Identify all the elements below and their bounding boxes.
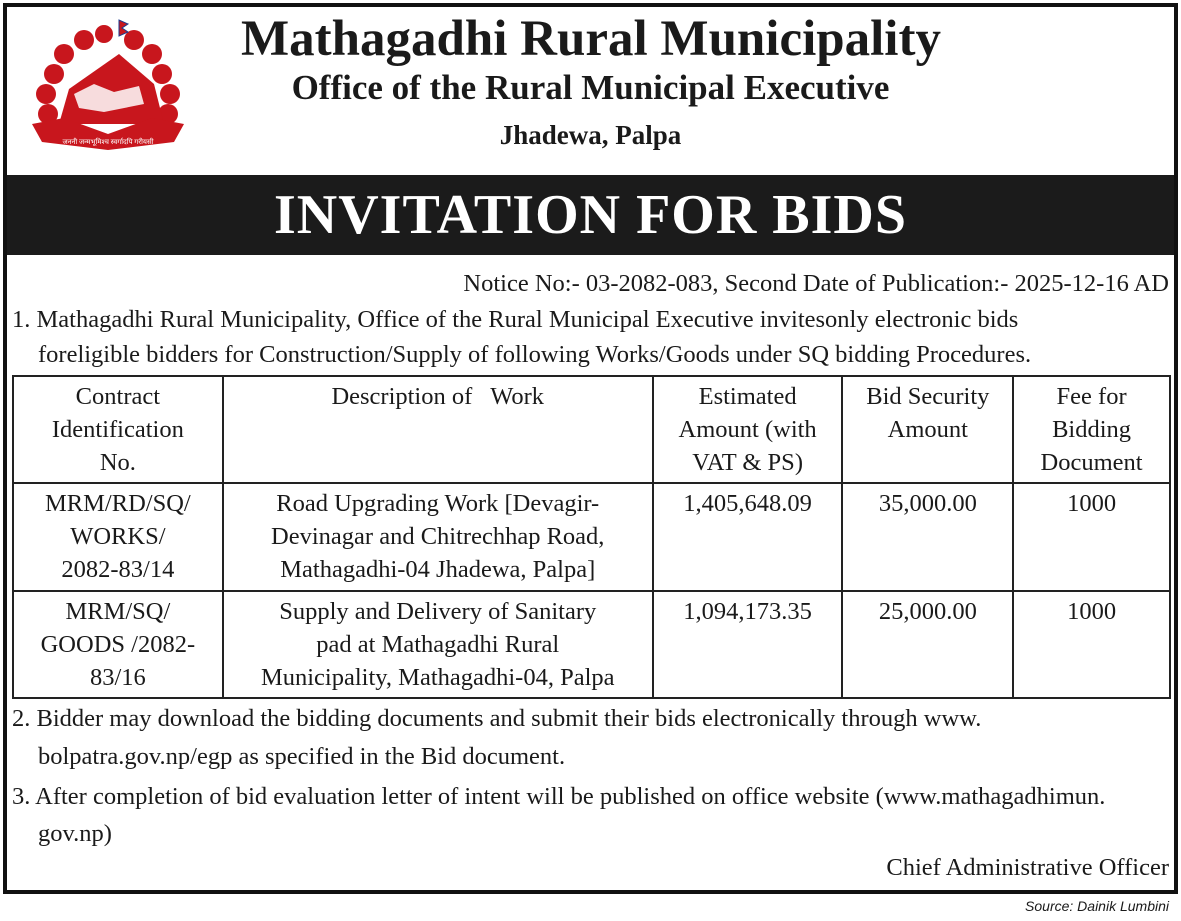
fee-cell: 1000 (1013, 483, 1170, 591)
header-description: Description of Work (223, 376, 653, 483)
amount-cell: 1,405,648.09 (653, 483, 843, 591)
table-row (13, 591, 1170, 698)
description-cell: Supply and Delivery of Sanitary pad at Mathagadhi Rural Municipality, Mathagadhi-04, Palpa (223, 591, 653, 698)
office-location: Jhadewa, Palpa (499, 120, 682, 150)
signature-title: Chief Administrative Officer (886, 854, 1169, 881)
paragraph-1-line-1: 1. Mathagadhi Rural Municipality, Office of the Rural Municipal Executive invitesonly electronic bids (12, 306, 1019, 333)
paragraph-2-line-1: 2. Bidder may download the bidding documents and submit their bids electronically through www. (12, 705, 982, 732)
table-row (13, 483, 1170, 591)
paragraph-3-line-2: gov.np) (38, 820, 112, 847)
header-bid-security: Bid Security Amount (842, 376, 1013, 483)
description-cell: Road Upgrading Work [Devagir- Devinagar and Chitrechhap Road, Mathagadhi-04 Jhadewa, Palpa] (223, 483, 653, 591)
banner-heading: INVITATION FOR BIDS (7, 175, 1174, 255)
security-cell: 35,000.00 (842, 483, 1013, 591)
amount-cell: 1,094,173.35 (653, 591, 843, 698)
office-subtitle: Office of the Rural Municipal Executive (291, 68, 890, 107)
bids-table (12, 375, 1171, 699)
header-fee: Fee for Bidding Document (1013, 376, 1170, 483)
paragraph-3-line-1: 3. After completion of bid evaluation letter of intent will be published on office website (www.mathagadhimun. (12, 783, 1106, 810)
paragraph-2-line-2: bolpatra.gov.np/egp as specified in the Bid document. (38, 743, 566, 770)
municipality-title: Mathagadhi Rural Municipality (241, 11, 941, 67)
header-estimated-amount: Estimated Amount (with VAT & PS) (653, 376, 843, 483)
security-cell: 25,000.00 (842, 591, 1013, 698)
contract-id-cell: MRM/RD/SQ/ WORKS/ 2082-83/14 (13, 483, 223, 591)
paragraph-1-line-2: foreligible bidders for Construction/Supply of following Works/Goods under SQ bidding Procedures. (38, 341, 1032, 368)
notice-number-line: Notice No:- 03-2082-083, Second Date of Publication:- 2025-12-16 AD (463, 270, 1169, 297)
contract-id-cell: MRM/SQ/ GOODS /2082- 83/16 (13, 591, 223, 698)
table-header-row (13, 376, 1170, 483)
source-credit: Source: Dainik Lumbini (1025, 898, 1169, 914)
header-contract-id: Contract Identification No. (13, 376, 223, 483)
fee-cell: 1000 (1013, 591, 1170, 698)
svg-text:जननी जन्मभूमिश्च स्वर्गादपि गर: जननी जन्मभूमिश्च स्वर्गादपि गरीयसी (62, 138, 154, 146)
